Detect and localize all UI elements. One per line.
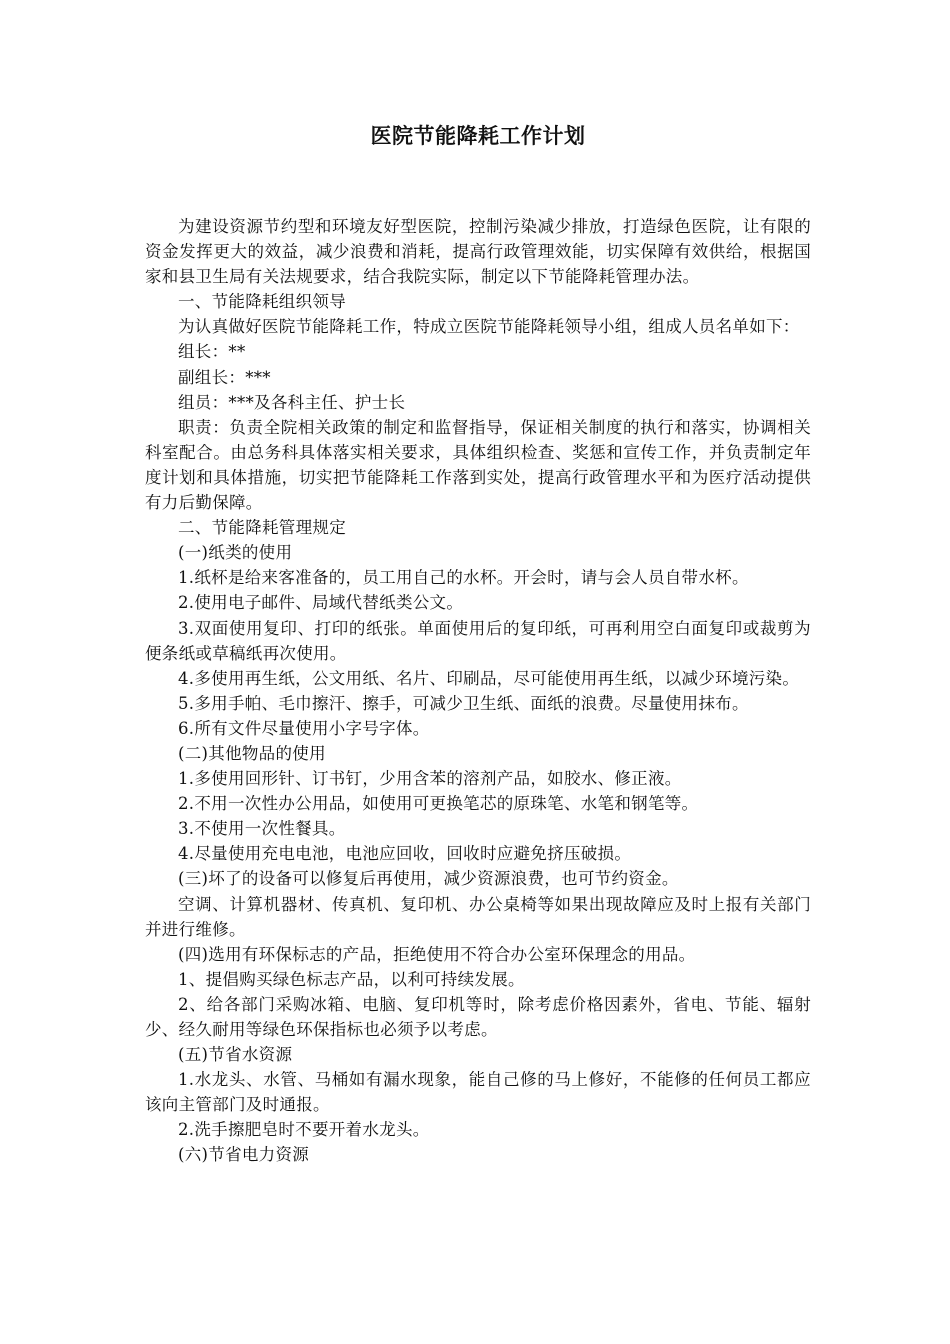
list-item: 4.尽量使用充电电池，电池应回收，回收时应避免挤压破损。 (178, 844, 632, 864)
list-item: 6.所有文件尽量使用小字号字体。 (178, 718, 430, 738)
document-title: 医院节能降耗工作计划 (370, 124, 586, 148)
subsection-heading: (一)纸类的使用 (178, 543, 293, 563)
paragraph: 空调、计算机器材、传真机、复印机、办公桌椅等如果出现故障应及时上报有关部门并进行维修。 (145, 894, 811, 939)
subsection-heading: (三)坏了的设备可以修复后再使用，减少资源浪费，也可节约资金。 (178, 869, 679, 889)
list-item: 5.多用手帕、毛巾擦汗、擦手，可减少卫生纸、面纸的浪费。尽量使用抹布。 (178, 693, 749, 713)
list-item: 1.纸杯是给来客准备的，员工用自己的水杯。开会时，请与会人员自带水杯。 (178, 568, 749, 588)
document-page (145, 120, 811, 1168)
list-item: 2、给各部门采购冰箱、电脑、复印机等时，除考虑价格因素外，省电、节能、辐射少、经久耐用等绿色环保指标也必须予以考虑。 (145, 994, 811, 1039)
subsection-heading: (四)选用有环保标志的产品，拒绝使用不符合办公室环保理念的用品。 (178, 944, 696, 964)
paragraph: 组员：***及各科主任、护士长 (178, 392, 406, 412)
list-item: 2.使用电子邮件、局域代替纸类公文。 (178, 593, 464, 613)
list-item: 2.洗手擦肥皂时不要开着水龙头。 (178, 1120, 430, 1140)
paragraph-intro: 为建设资源节约型和环境友好型医院，控制污染减少排放，打造绿色医院，让有限的资金发挥更大的效益，减少浪费和消耗，提高行政管理效能，切实保障有效供给，根据国家和县卫生局有关法规要求，结合我院实际，制定以下节能降耗管理办法。 (145, 217, 811, 287)
list-item: 3.不使用一次性餐具。 (178, 819, 346, 839)
list-item: 3.双面使用复印、打印的纸张。单面使用后的复印纸，可再利用空白面复印或裁剪为便条纸或草稿纸再次使用。 (145, 618, 811, 663)
section-heading-2: 二、节能降耗管理规定 (178, 518, 346, 538)
paragraph: 职责：负责全院相关政策的制定和监督指导，保证相关制度的执行和落实，协调相关科室配合。由总务科具体落实相关要求，具体组织检查、奖惩和宣传工作，并负责制定年度计划和具体措施，切实把节能降耗工作落到实处，提高行政管理水平和为医疗活动提供有力后勤保障。 (145, 417, 811, 513)
paragraph: 副组长：*** (178, 367, 271, 387)
list-item: 1、提倡购买绿色标志产品，以利可持续发展。 (178, 969, 525, 989)
section-heading-1: 一、节能降耗组织领导 (178, 292, 346, 312)
document-body (145, 214, 811, 1168)
list-item: 1.水龙头、水管、马桶如有漏水现象，能自己修的马上修好，不能修的任何员工都应该向主管部门及时通报。 (145, 1070, 811, 1115)
list-item: 1.多使用回形针、订书钉，少用含苯的溶剂产品，如胶水、修正液。 (178, 769, 682, 789)
paragraph: 组长：** (178, 342, 246, 362)
list-item: 2.不用一次性办公用品，如使用可更换笔芯的原珠笔、水笔和钢笔等。 (178, 794, 699, 814)
paragraph: 为认真做好医院节能降耗工作，特成立医院节能降耗领导小组，组成人员名单如下： (178, 317, 800, 337)
subsection-heading: (六)节省电力资源 (178, 1145, 310, 1165)
subsection-heading: (五)节省水资源 (178, 1045, 293, 1065)
subsection-heading: (二)其他物品的使用 (178, 743, 326, 763)
list-item: 4.多使用再生纸，公文用纸、名片、印刷品，尽可能使用再生纸，以减少环境污染。 (178, 668, 800, 688)
